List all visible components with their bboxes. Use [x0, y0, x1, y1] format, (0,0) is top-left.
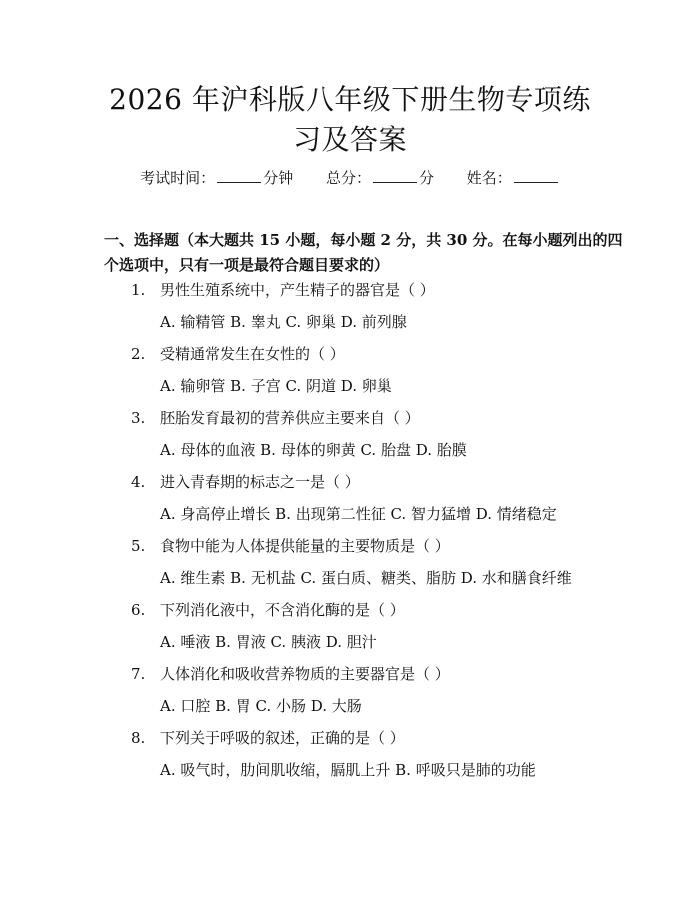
- question-stem: 下列关于呼吸的叙述，正确的是（ ）: [160, 729, 405, 747]
- question-item: [0, 471, 700, 535]
- exam-time-blank: [217, 168, 261, 183]
- page-title: 2026 年沪科版八年级下册生物专项练习及答案: [109, 83, 591, 156]
- question-number: 1.: [131, 281, 146, 299]
- question-item: [0, 727, 700, 791]
- question-stem: 食物中能为人体提供能量的主要物质是（ ）: [160, 537, 450, 555]
- exam-time-field: [140, 168, 293, 188]
- question-item: [0, 407, 700, 471]
- question-number: 6.: [131, 601, 146, 619]
- total-score-field: [326, 168, 434, 188]
- name-field: [467, 168, 560, 188]
- question-options: A. 输卵管 B. 子宫 C. 阴道 D. 卵巢: [160, 377, 392, 395]
- question-options: A. 唾液 B. 胃液 C. 胰液 D. 胆汁: [160, 633, 377, 651]
- question-stem: 人体消化和吸收营养物质的主要器官是（ ）: [160, 665, 450, 683]
- question-options: A. 母体的血液 B. 母体的卵黄 C. 胎盘 D. 胎膜: [160, 441, 467, 459]
- question-number: 3.: [131, 409, 146, 427]
- question-number: 5.: [131, 537, 146, 555]
- question-number: 7.: [131, 665, 146, 683]
- question-item: [0, 535, 700, 599]
- name-blank: [514, 168, 558, 183]
- name-label: 姓名：: [466, 169, 512, 187]
- question-options: A. 身高停止增长 B. 出现第二性征 C. 智力猛增 D. 情绪稳定: [160, 505, 557, 523]
- question-options: A. 维生素 B. 无机盐 C. 蛋白质、糖类、脂肪 D. 水和膳食纤维: [160, 569, 572, 587]
- question-item: [0, 663, 700, 727]
- exam-time-unit: 分钟: [263, 169, 294, 187]
- total-score-unit: 分: [419, 169, 435, 187]
- question-options: A. 吸气时，肋间肌收缩，膈肌上升 B. 呼吸只是肺的功能: [160, 761, 536, 779]
- question-stem: 受精通常发生在女性的（ ）: [160, 345, 345, 363]
- question-item: [0, 279, 700, 343]
- question-number: 8.: [131, 729, 146, 747]
- question-stem: 下列消化液中，不含消化酶的是（ ）: [160, 601, 405, 619]
- total-score-blank: [373, 168, 417, 183]
- question-item: [0, 343, 700, 407]
- exam-info: [0, 168, 700, 188]
- question-list: [0, 279, 700, 791]
- section-heading: 一、选择题（本大题共 15 小题，每小题 2 分，共 30 分。在每小题列出的四个选项中，只有一项是最符合题目要求的）: [104, 231, 623, 274]
- question-number: 2.: [131, 345, 146, 363]
- exam-time-label: 考试时间：: [140, 169, 216, 187]
- total-score-label: 总分：: [325, 169, 371, 187]
- question-stem: 男性生殖系统中，产生精子的器官是（ ）: [160, 281, 435, 299]
- question-options: A. 口腔 B. 胃 C. 小肠 D. 大肠: [160, 697, 362, 715]
- question-options: A. 输精管 B. 睾丸 C. 卵巢 D. 前列腺: [160, 313, 407, 331]
- question-stem: 胚胎发育最初的营养供应主要来自（ ）: [160, 409, 420, 427]
- question-number: 4.: [131, 473, 146, 491]
- question-item: [0, 599, 700, 663]
- question-stem: 进入青春期的标志之一是（ ）: [160, 473, 360, 491]
